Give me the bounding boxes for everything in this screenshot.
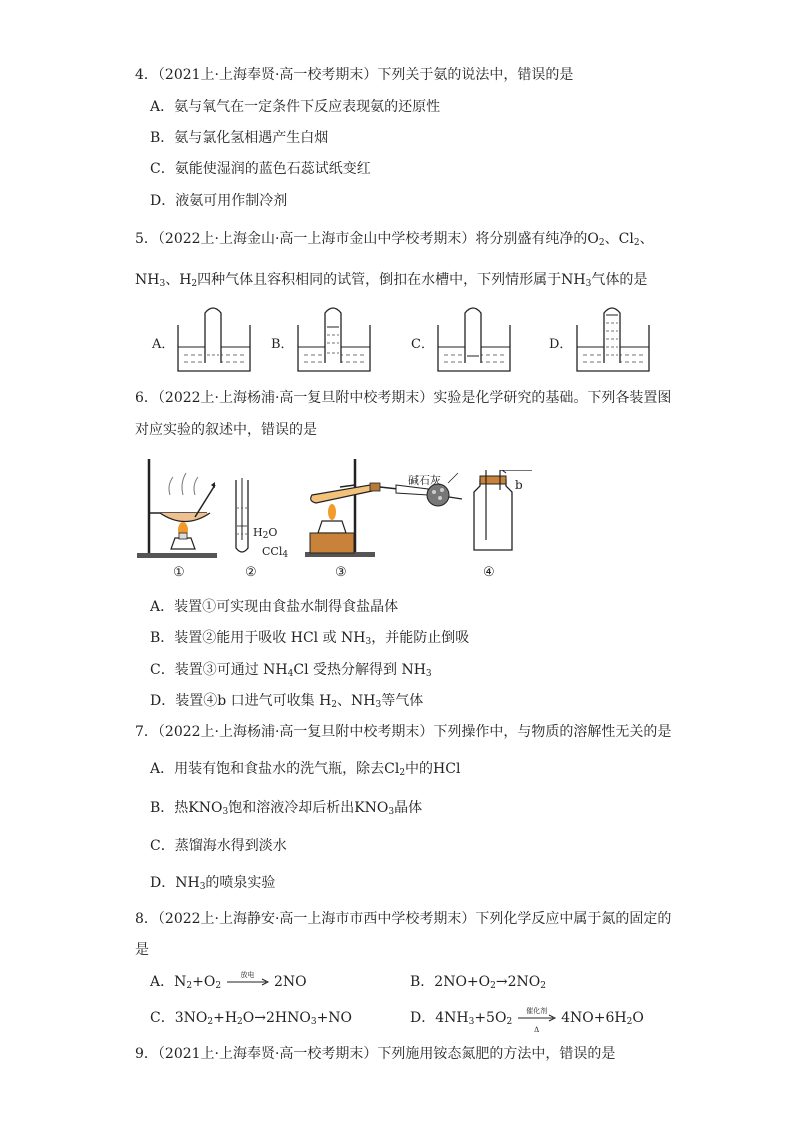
label-port-b: b — [515, 478, 523, 492]
apparatus-label-2: ② — [245, 565, 257, 580]
q6-option-d: D．装置④b 口进气可收集 $H_2$、$NH_3$等气体 — [150, 693, 424, 710]
q5-figure-b — [296, 305, 372, 375]
q7-option-c: C．蒸馏海水得到淡水 — [150, 838, 287, 854]
q4-option-d: D．液氨可用作制冷剂 — [150, 193, 288, 209]
q8-option-d: D．$4NH_3+5O_2$ 催化剂 Δ $4NO+6H_2O$ — [410, 1007, 644, 1034]
q5-figure-label-b: B． — [271, 337, 294, 352]
q7-option-a: A．用装有饱和食盐水的洗气瓶，除去$Cl_2$中的HCl — [150, 761, 461, 778]
q6-stem-line1: 6．（2022上·上海杨浦·高一复旦附中校考期末）实验是化学研究的基础。下列各装置图 — [135, 390, 672, 406]
apparatus-heating — [300, 455, 470, 560]
q8-option-b: B．$2NO+O_2\to 2NO_2$ — [410, 974, 546, 991]
q5-figure-label-d: D． — [549, 337, 573, 352]
q8-option-a: A．$N_2+O_2$ 放电 2NO — [150, 971, 307, 991]
label-ccl4: CCl$_4$ — [262, 545, 289, 560]
label-h2o: $H_2O$ — [253, 526, 278, 541]
apparatus-evaporation — [135, 455, 225, 560]
arrow-catalyst-heat: 催化剂 Δ — [517, 1008, 557, 1028]
q4-option-a: A．氨与氧气在一定条件下反应表现氨的还原性 — [150, 99, 441, 115]
q9-stem: 9．（2021上·上海奉贤·高一校考期末）下列施用铵态氮肥的方法中，错误的是 — [135, 1046, 616, 1062]
q6-option-c: C．装置③可通过 $NH_4Cl$ 受热分解得到 $NH_3$ — [150, 662, 432, 679]
label-soda-lime: 碱石灰 — [408, 474, 441, 487]
q5-stem-line1: 5．（2022上·上海金山·高一上海市金山中学校考期末）将分别盛有纯净的$O_2$、$Cl_2$、 — [135, 231, 654, 248]
arrow-discharge: 放电 — [226, 972, 270, 992]
q5-figure-label-a: A． — [152, 337, 175, 352]
q7-option-d: D．$NH_3$的喷泉实验 — [150, 875, 276, 892]
q5-stem-line2: $NH_3$、$H_2$四种气体且容积相同的试管，倒扣在水槽中，下列情形属于$NH_3$气体的是 — [135, 272, 648, 289]
q5-figure-a — [176, 305, 252, 375]
q5-figure-label-c: C． — [411, 337, 434, 352]
q6-option-b: B．装置②能用于吸收 HCl 或 $NH_3$，并能防止倒吸 — [150, 630, 470, 647]
apparatus-label-1: ① — [173, 565, 185, 580]
q4-option-b: B．氨与氯化氢相遇产生白烟 — [150, 130, 329, 146]
q6-option-a: A．装置①可实现由食盐水制得食盐晶体 — [150, 599, 399, 615]
q4-stem: 4．（2021上·上海奉贤·高一校考期末）下列关于氨的说法中，错误的是 — [135, 67, 574, 83]
q4-option-c: C．氨能使湿润的蓝色石蕊试纸变红 — [150, 161, 371, 177]
q5-figure-d — [575, 305, 651, 375]
apparatus-label-3: ③ — [335, 565, 347, 580]
q7-option-b: B．热$KNO_3$饱和溶液冷却后析出$KNO_3$晶体 — [150, 800, 423, 817]
q5-figure-c — [436, 305, 512, 375]
q8-stem-line1: 8．（2022上·上海静安·高一上海市市西中学校考期末）下列化学反应中属于氮的固定的 — [135, 911, 672, 927]
apparatus-gas-bottle — [462, 470, 542, 555]
apparatus-label-4: ④ — [483, 565, 495, 580]
q6-stem-line2: 对应实验的叙述中，错误的是 — [135, 422, 317, 438]
q7-stem: 7．（2022上·上海杨浦·高一复旦附中校考期末）下列操作中，与物质的溶解性无关的是 — [135, 724, 672, 740]
q8-option-c: C．$3NO_2+H_2O\to 2HNO_3+NO$ — [150, 1010, 353, 1027]
q8-stem-line2: 是 — [135, 942, 149, 958]
